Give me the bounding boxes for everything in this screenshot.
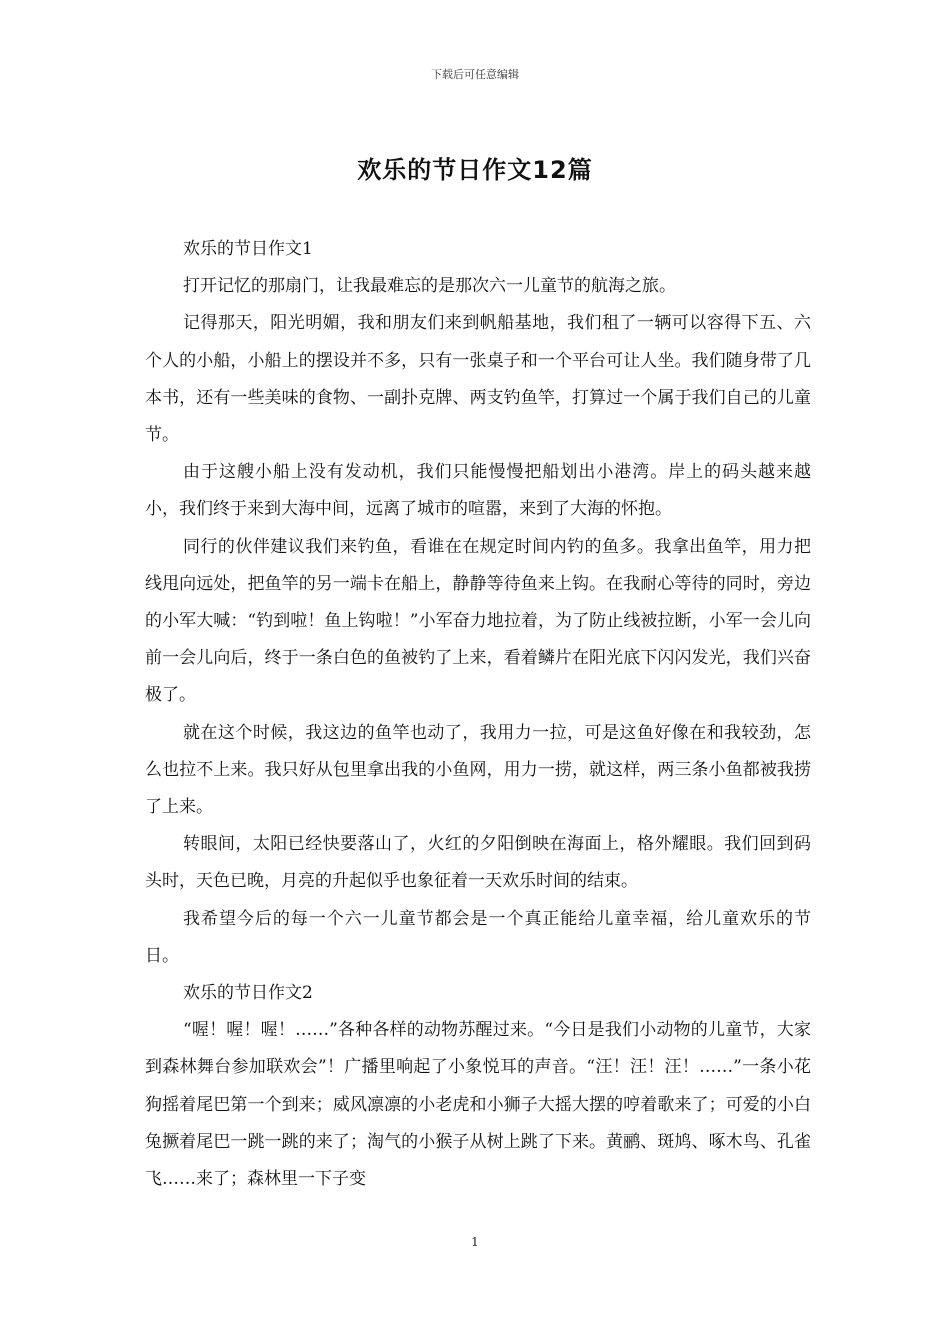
paragraph: 由于这艘小船上没有发动机，我们只能慢慢把船划出小港湾。岸上的码头越来越小，我们终于来到大海中间，远离了城市的喧嚣，来到了大海的怀抱。 [145,462,811,520]
section-heading-1: 欢乐的节日作文1 [183,239,313,259]
header-note: 下载后可任意编辑 [431,68,519,81]
document-body [145,231,811,1198]
paragraph: 同行的伙伴建议我们来钓鱼，看谁在在规定时间内钓的鱼多。我拿出鱼竿，用力把线甩向远处，把鱼竿的另一端卡在船上，静静等待鱼来上钩。在我耐心等待的同时，旁边的小军大喊：“钓到啦！鱼上钩啦！”小军奋力地拉着，为了防止线被拉断，小军一会儿向前一会儿向后，终于一条白色的鱼被钓了上来，看着鳞片在阳光底下闪闪发光，我们兴奋极了。 [145,536,811,706]
paragraph: 我希望今后的每一个六一儿童节都会是一个真正能给儿童幸福，给儿童欢乐的节日。 [145,908,811,966]
section-heading-2: 欢乐的节日作文2 [183,983,313,1004]
paragraph: 就在这个时候，我这边的鱼竿也动了，我用力一拉，可是这鱼好像在和我较劲，怎么也拉不上来。我只好从包里拿出我的小鱼网，用力一捞，就这样，两三条小鱼都被我捞了上来。 [145,722,811,818]
paragraph: 转眼间，太阳已经快要落山了，火红的夕阳倒映在海面上，格外耀眼。我们回到码头时，天色已晚，月亮的升起似乎也象征着一天欢乐时间的结束。 [145,834,811,892]
paragraph: “喔！喔！喔！……”各种各样的动物苏醒过来。“今日是我们小动物的儿童节，大家到森林舞台参加联欢会”！广播里响起了小象悦耳的声音。“汪！汪！汪！……”一条小花狗摇着尾巴第一个到来；威风凛凛的小老虎和小狮子大摇大摆的哼着歌来了；可爱的小白兔撅着尾巴一跳一跳的来了；淘气的小猴子从树上跳了下来。黄鹂、斑鸠、啄木鸟、孔雀飞……来了；森林里一下子变 [145,1020,811,1190]
paragraph: 打开记忆的那扇门，让我最难忘的是那次六一儿童节的航海之旅。 [183,276,676,297]
page-number: 1 [471,1235,479,1249]
paragraph: 记得那天，阳光明媚，我和朋友们来到帆船基地，我们租了一辆可以容得下五、六个人的小船，小船上的摆设并不多，只有一张桌子和一个平台可让人坐。我们随身带了几本书，还有一些美味的食物、一副扑克牌、两支钓鱼竿，打算过一个属于我们自己的儿童节。 [145,313,811,446]
document-title: 欢乐的节日作文12篇 [357,156,593,184]
